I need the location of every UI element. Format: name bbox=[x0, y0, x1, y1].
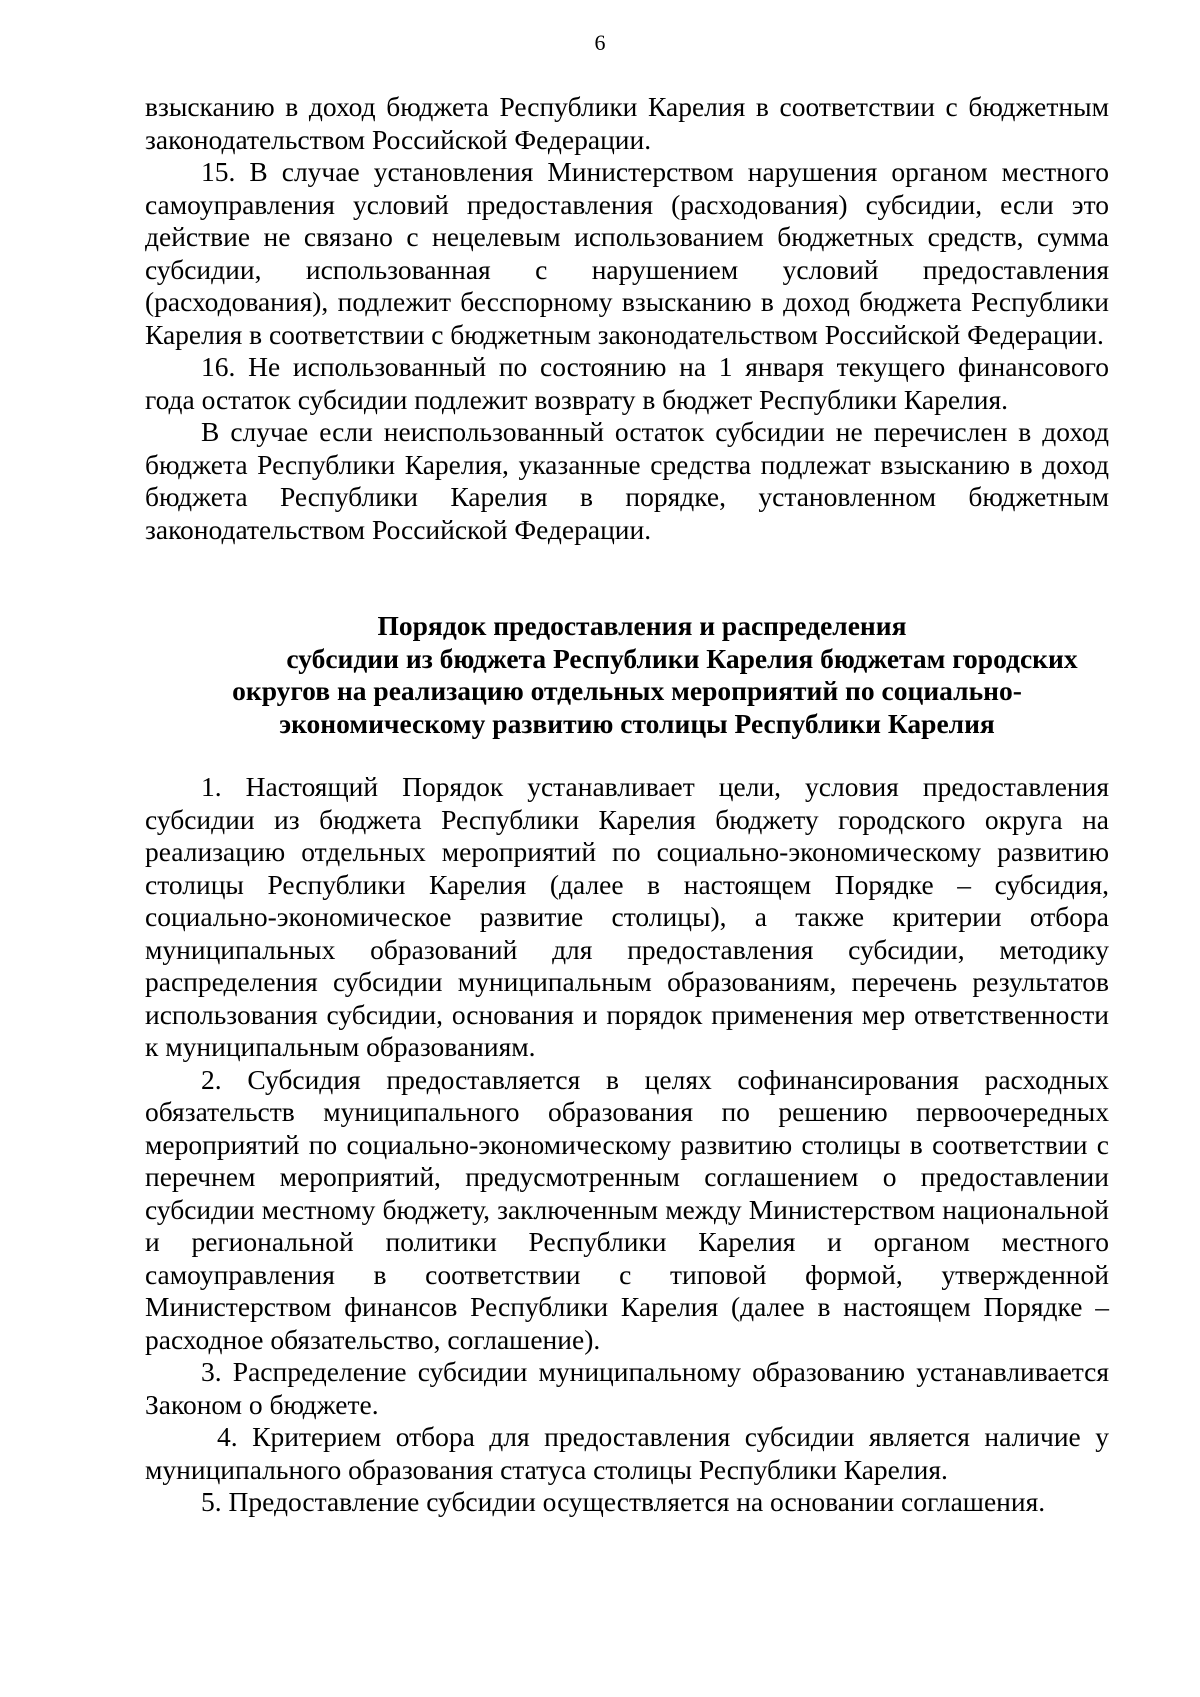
heading-line: субсидии из бюджета Республики Карелия бюджетам городских bbox=[286, 642, 1078, 674]
heading-line: Порядок предоставления и распределения bbox=[377, 610, 907, 641]
paragraph-4: 4. Критерием отбора для предоставления субсидии является наличие у муниципального образования статуса столицы Республики Карелия. bbox=[145, 1421, 1109, 1485]
paragraph-continuation: взысканию в доход бюджета Республики Карелия в соответствии с бюджетным законодательством Российской Федерации. bbox=[145, 91, 1109, 155]
paragraph-15: 15. В случае установления Министерством нарушения органом местного самоуправления условий предоставления (расходования) субсидии, если это действие не связано с нецелевым использованием бюджетных средств, сумма субсидии, использованная с нарушением условий предоставления (расходования), подлежит бесспорному взысканию в доход бюджета Республики Карелия в соответствии с бюджетным законодательством Российской Федерации. bbox=[145, 156, 1109, 350]
top-text-block bbox=[145, 91, 1109, 546]
page-number: 6 bbox=[594, 30, 606, 55]
paragraph-2: 2. Субсидия предоставляется в целях софинансирования расходных обязательств муниципального образования по решению первоочередных мероприятий по социально-экономическому развитию столицы в соответствии с перечнем мероприятий, предусмотренным соглашением о предоставлении субсидии местному бюджету, заключенным между Министерством национальной и региональной политики Республики Карелия и органом местного самоуправления в соответствии с типовой формой, утвержденной Министерством финансов Республики Карелия (далее в настоящем Порядке – расходное обязательство, соглашение). bbox=[145, 1063, 1109, 1355]
heading-line: округов на реализацию отдельных мероприятий по социально- bbox=[232, 675, 1022, 706]
bottom-text-block bbox=[145, 771, 1109, 1519]
paragraph-16-continued: В случае если неиспользованный остаток субсидии не перечислен в доход бюджета Республики Карелия, указанные средства подлежат взысканию в доход бюджета Республики Карелия в порядке, установленном бюджетным законодательством Российской Федерации. bbox=[145, 416, 1109, 545]
paragraph-1: 1. Настоящий Порядок устанавливает цели, условия предоставления субсидии из бюджета Республики Карелия бюджету городского округа на реализацию отдельных мероприятий по социально-экономическому развитию столицы Республики Карелия (далее в настоящем Порядке – субсидия, социально-экономическое развитие столицы), а также критерии отбора муниципальных образований для предоставления субсидии, методику распределения субсидии муниципальным образованиям, перечень результатов использования субсидии, основания и порядок применения мер ответственности к муниципальным образованиям. bbox=[145, 771, 1109, 1062]
paragraph-5: 5. Предоставление субсидии осуществляется на основании соглашения. bbox=[201, 1486, 1046, 1517]
paragraph-16: 16. Не использованный по состоянию на 1 января текущего финансового года остаток субсидии подлежит возврату в бюджет Республики Карелия. bbox=[145, 351, 1109, 415]
paragraph-3: 3. Распределение субсидии муниципальному образованию устанавливается Законом о бюджете. bbox=[145, 1356, 1109, 1420]
section-heading bbox=[145, 610, 1109, 740]
heading-line: экономическому развитию столицы Республики Карелия bbox=[279, 707, 995, 739]
